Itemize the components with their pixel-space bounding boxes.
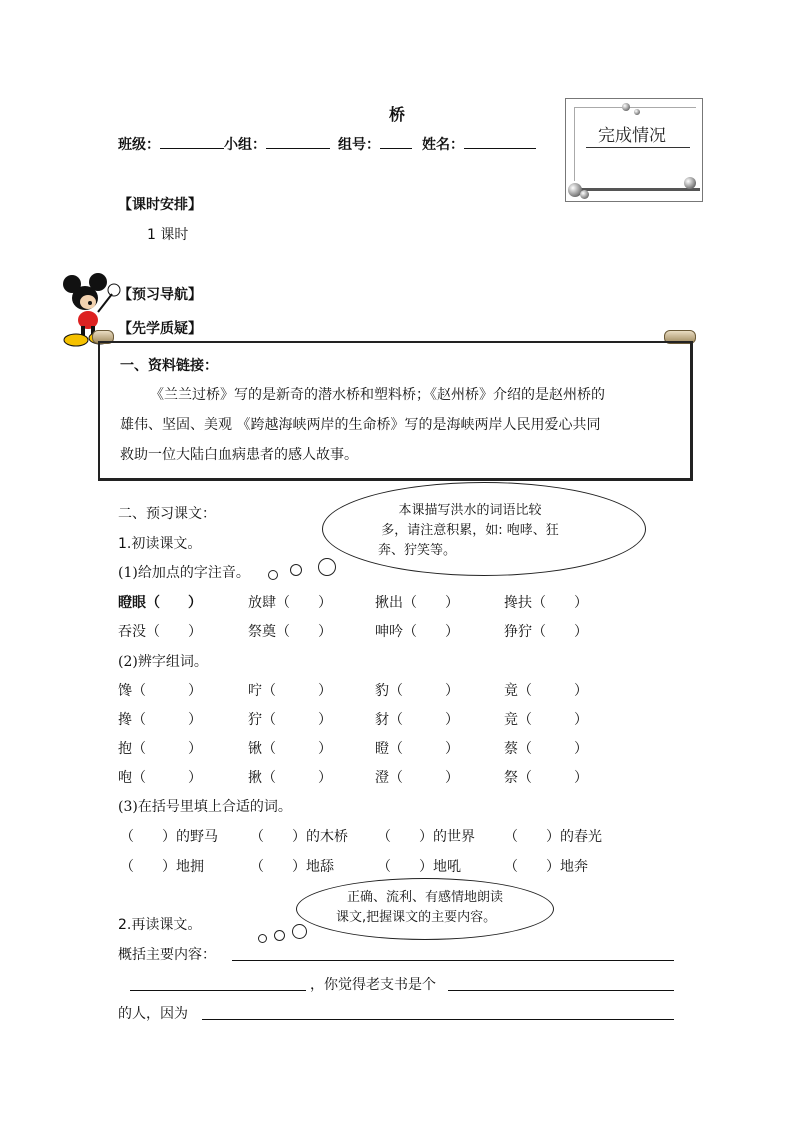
fill-task-label: (3)在括号里填上合适的词。	[118, 799, 292, 815]
decor-ball-icon	[580, 190, 589, 199]
summary-label: 概括主要内容：	[118, 947, 216, 963]
summary-blank-2[interactable]	[130, 990, 306, 991]
schedule-value: 1 课时	[147, 227, 189, 243]
compare-item[interactable]: 锹（ ）	[248, 741, 332, 757]
fill-item[interactable]: （ ）的世界	[377, 829, 475, 845]
group-blank[interactable]	[266, 134, 330, 149]
fill-item[interactable]: （ ）地舔	[250, 859, 334, 875]
compare-item[interactable]: 蔡（ ）	[504, 741, 588, 757]
class-blank[interactable]	[160, 134, 224, 149]
first-read-label: 1.初读课文。	[118, 536, 202, 552]
fill-item[interactable]: （ ）的春光	[504, 829, 602, 845]
pinyin-item[interactable]: 狰狞（ ）	[504, 624, 588, 640]
pinyin-item[interactable]: 揪出（ ）	[375, 595, 459, 611]
hint-line: 正确、流利、有感情地朗读	[346, 890, 503, 905]
question-end-text: 的人，因为	[118, 1006, 188, 1022]
reason-blank[interactable]	[202, 1019, 674, 1020]
bubble-dot-icon	[274, 930, 285, 941]
class-label: 班级：	[118, 137, 160, 153]
compare-item[interactable]: 竟（ ）	[504, 683, 588, 699]
decor-ball-icon	[622, 103, 630, 111]
resource-scroll-box	[98, 341, 693, 481]
decor-ball-icon	[634, 109, 640, 115]
compare-item[interactable]: 豺（ ）	[375, 712, 459, 728]
compare-item[interactable]: 瞪（ ）	[375, 741, 459, 757]
group-no-label: 组号：	[338, 137, 380, 153]
fill-item[interactable]: （ ）的木桥	[250, 829, 348, 845]
pinyin-task-label: (1)给加点的字注音。	[118, 565, 250, 581]
page-title: 桥	[388, 105, 405, 124]
pinyin-item[interactable]: 祭奠（ ）	[248, 624, 332, 640]
character-blank[interactable]	[448, 990, 674, 991]
name-blank[interactable]	[464, 134, 536, 149]
hint-bubble-2-text	[320, 888, 530, 928]
preview-question-heading: 【先学质疑】	[118, 321, 202, 337]
bubble-dot-icon	[290, 564, 302, 576]
resource-heading: 一、资料链接：	[120, 358, 218, 374]
hint-line: 奔、狞笑等。	[378, 543, 457, 558]
fill-item[interactable]: （ ）地吼	[377, 859, 461, 875]
resource-line: 《兰兰过桥》写的是新奇的潜水桥和塑料桥；《赵州桥》介绍的是赵州桥的	[150, 387, 605, 403]
student-info-row	[118, 134, 536, 154]
compare-item[interactable]: 咛（ ）	[248, 683, 332, 699]
hint-line: 多，请注意积累，如: 咆哮、狂	[381, 523, 559, 538]
compare-item[interactable]: 咆（ ）	[118, 770, 202, 786]
reread-label: 2.再读课文。	[118, 917, 202, 933]
compare-item[interactable]: 豹（ ）	[375, 683, 459, 699]
pinyin-item[interactable]: 吞没（ ）	[118, 624, 202, 640]
group-label: 小组：	[224, 137, 266, 153]
completion-box	[565, 98, 703, 202]
compare-item[interactable]: 馋（ ）	[118, 683, 202, 699]
preview-nav-heading: 【预习导航】	[118, 287, 202, 303]
fill-item[interactable]: （ ）地拥	[120, 859, 204, 875]
pinyin-item[interactable]: 放肆（ ）	[248, 595, 332, 611]
hint-line: 本课描写洪水的词语比较	[398, 503, 542, 518]
pinyin-item[interactable]: 瞪眼（ ）	[118, 595, 202, 611]
compare-item[interactable]: 狞（ ）	[248, 712, 332, 728]
bubble-dot-icon	[318, 558, 336, 576]
compare-item[interactable]: 抱（ ）	[118, 741, 202, 757]
fill-item[interactable]: （ ）地奔	[504, 859, 588, 875]
schedule-heading: 【课时安排】	[118, 197, 202, 213]
hint-line: 课文,把握课文的主要内容。	[336, 910, 497, 925]
name-label: 姓名：	[422, 137, 464, 153]
resource-line: 救助一位大陆白血病患者的感人故事。	[120, 447, 358, 463]
section2-heading: 二、预习课文：	[118, 506, 216, 522]
bubble-dot-icon	[258, 934, 267, 943]
pinyin-item[interactable]: 呻吟（ ）	[375, 624, 459, 640]
compare-item[interactable]: 搀（ ）	[118, 712, 202, 728]
summary-blank[interactable]	[232, 960, 674, 961]
compare-item[interactable]: 竞（ ）	[504, 712, 588, 728]
fill-row	[120, 826, 680, 846]
compare-item[interactable]: 祭（ ）	[504, 770, 588, 786]
bubble-dot-icon	[292, 924, 307, 939]
hint-bubble-1-text	[350, 501, 590, 561]
fill-item[interactable]: （ ）的野马	[120, 829, 218, 845]
completion-label: 完成情况	[598, 126, 666, 146]
decor-ball-icon	[684, 177, 696, 189]
question-mid-text: ，你觉得老支书是个	[310, 977, 436, 993]
pinyin-item[interactable]: 搀扶（ ）	[504, 595, 588, 611]
bubble-dot-icon	[268, 570, 278, 580]
resource-line: 雄伟、坚固、美观 《跨越海峡两岸的生命桥》写的是海峡两岸人民用爱心共同	[120, 417, 601, 433]
fill-row	[120, 856, 680, 876]
completion-blank[interactable]	[586, 147, 690, 148]
group-no-blank[interactable]	[380, 134, 412, 149]
compare-item[interactable]: 澄（ ）	[375, 770, 459, 786]
compare-item[interactable]: 揪（ ）	[248, 770, 332, 786]
compare-task-label: (2)辨字组词。	[118, 654, 208, 670]
